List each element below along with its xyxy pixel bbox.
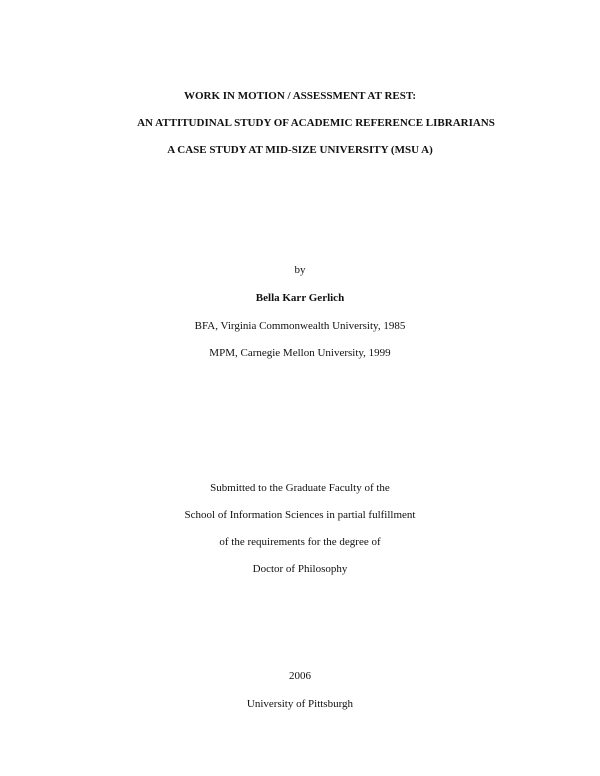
degree-1: BFA, Virginia Commonwealth University, 1985 <box>194 320 406 332</box>
submission-line-1: Submitted to the Graduate Faculty of the <box>210 482 390 494</box>
author-name: Bella Karr Gerlich <box>255 292 345 304</box>
submission-line-3: of the requirements for the degree of <box>219 536 381 548</box>
university: University of Pittsburgh <box>246 698 354 710</box>
year: 2006 <box>289 670 311 682</box>
submission-line-4: Doctor of Philosophy <box>252 563 348 575</box>
degree-2: MPM, Carnegie Mellon University, 1999 <box>209 347 391 359</box>
title-line-2: AN ATTITUDINAL STUDY OF ACADEMIC REFERENCE LIBRARIANS <box>137 117 495 129</box>
title-line-3: A CASE STUDY AT MID-SIZE UNIVERSITY (MSU A) <box>167 144 433 156</box>
title-line-1: WORK IN MOTION / ASSESSMENT AT REST: <box>183 90 417 102</box>
submission-line-2: School of Information Sciences in partial fulfillment <box>184 509 416 521</box>
by-label: by <box>294 264 306 276</box>
